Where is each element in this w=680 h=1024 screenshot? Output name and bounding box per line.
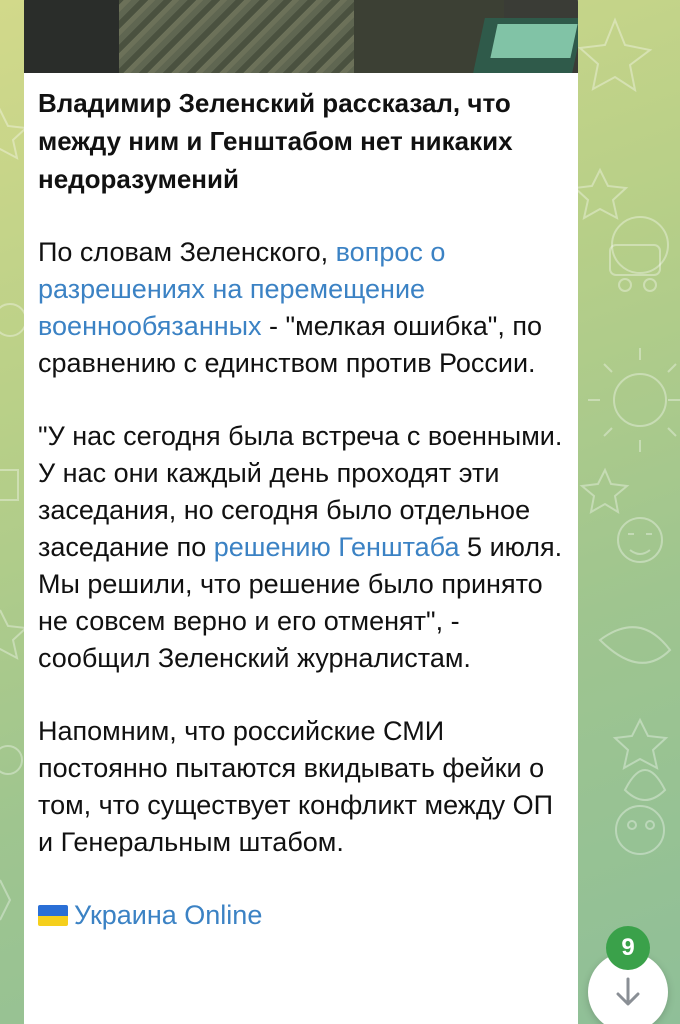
paragraph-1-text-end: - "мелкая ошибка", по сравнению с единством против России.	[38, 311, 542, 378]
message-photo[interactable]	[24, 0, 578, 73]
message-paragraph-3: Напомним, что российские СМИ постоянно пытаются вкидывать фейки о том, что существует конфликт между ОП и Генеральным штабом.	[38, 716, 554, 857]
arrow-down-icon	[611, 975, 645, 1009]
message-headline: Владимир Зеленский рассказал, что между ним и Генштабом нет никаких недоразумений	[38, 88, 513, 194]
unread-count-badge: 9	[606, 926, 650, 970]
paragraph-1-text-start: По словам Зеленского,	[38, 237, 336, 267]
general-staff-decision-link[interactable]: решению Генштаба	[213, 532, 460, 562]
message-text	[38, 84, 568, 934]
paragraph-2-text-end: 5 июля. Мы решили, что решение было принято не совсем верно и его отменят", - сообщил Зеленский журналистам.	[38, 532, 563, 673]
message-paragraph-2	[38, 418, 568, 677]
message-paragraph-1	[38, 234, 568, 382]
permissions-question-link[interactable]: вопрос о разрешениях на перемещение военнообязанных	[38, 237, 446, 341]
paragraph-2-text-start: "У нас сегодня была встреча с военными. У нас они каждый день проходят эти заседания, но сегодня было отдельное заседание по	[38, 421, 563, 562]
ukraine-flag-icon	[38, 905, 68, 926]
channel-message-bubble	[24, 0, 578, 1024]
source-channel-link[interactable]	[38, 897, 568, 934]
source-channel-name[interactable]: Украина Online	[74, 900, 263, 930]
